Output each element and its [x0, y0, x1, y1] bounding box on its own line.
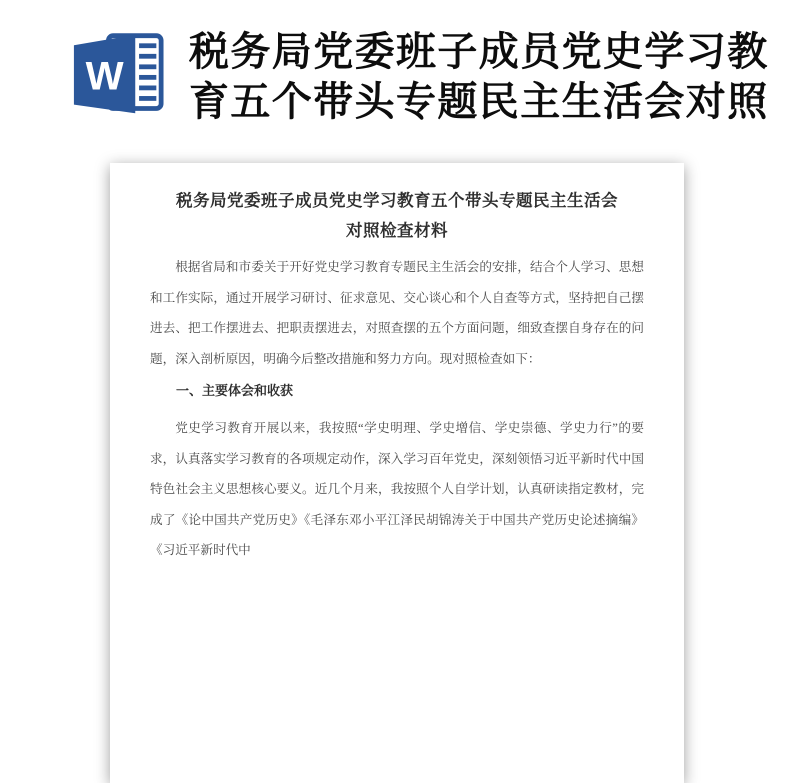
doc-section-heading: 一、主要体会和收获 — [176, 383, 294, 399]
doc-paragraph-intro: 根据省局和市委关于开好党史学习教育专题民主生活会的安排，结合个人学习、思想和工作实际，通过开展学习研讨、征求意见、交心谈心和个人自查等方式，坚持把自己摆进去、把工作摆进去、把职责摆进去，对照查摆的五个方面问题，细致查摆自身存在的问题，深入剖析原因，明确今后整改措施和努力方向。现对照检查如下： — [150, 260, 644, 366]
document-page — [110, 163, 684, 783]
word-icon-letter: W — [85, 53, 124, 99]
word-icon-graphic — [72, 32, 164, 116]
header — [0, 0, 800, 150]
doc-title-line2: 对照检查材料 — [346, 221, 448, 240]
doc-title — [150, 186, 644, 246]
doc-paragraph-body: 党史学习教育开展以来，我按照“学史明理、学史增信、学史崇德、学史力行”的要求，认真落实学习教育的各项规定动作，深入学习百年党史，深刻领悟习近平新时代中国特色社会主义思想核心要义。近几个月来，我按照个人自学计划，认真研读指定教材，完成了《论中国共产党历史》《毛泽东邓小平江泽民胡锦涛关于中国共产党历史论述摘编》《习近平新时代中 — [150, 420, 644, 558]
word-document-icon — [72, 32, 164, 116]
page-title: 税务局党委班子成员党史学习教育五个带头专题民主生活会对照 — [189, 30, 769, 124]
doc-title-line1: 税务局党委班子成员党史学习教育五个带头专题民主生活会 — [176, 191, 618, 210]
document-preview-area[interactable] — [0, 150, 800, 558]
